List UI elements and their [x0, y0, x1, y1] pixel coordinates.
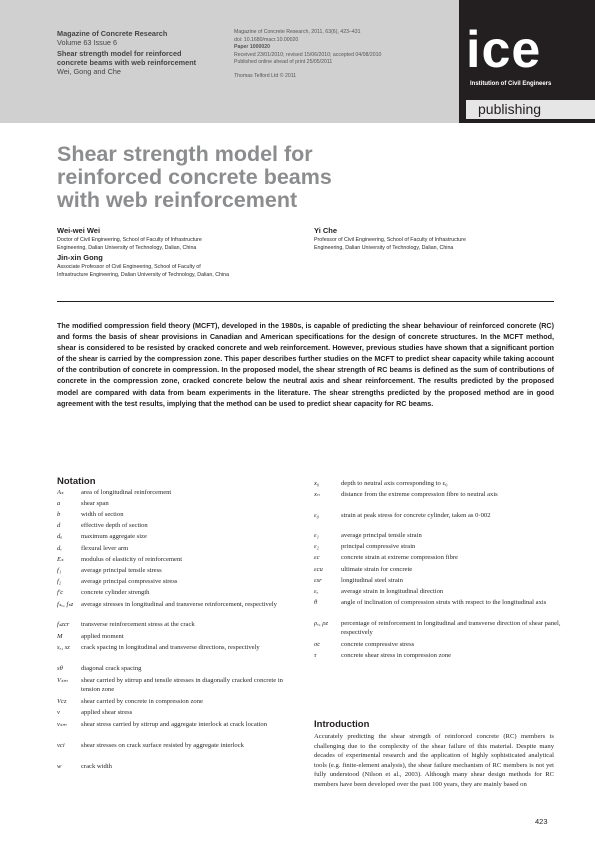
- affiliation-line: Engineering, Dalian University of Technology, Dalian, China: [57, 245, 197, 251]
- notation-definition: average principal compressive stress: [81, 578, 178, 585]
- journal-volume: Volume 63 Issue 6: [57, 38, 118, 47]
- notation-symbol: fₛzcr: [57, 621, 70, 628]
- abstract: The modified compression field theory (MCFT), developed in the 1980s, is capable of predicting the shear behaviour of reinforced concrete (RC) and forms the basis of shear provisions in Canadian and American specifications for the design of concrete structures. In the MCFT method, shear is considered to be resisted by cracked concrete and web reinforcement. However, previous studies have shown that a significant portion of the shear is carried by the compression zone. This paper describes further studies on the MCFT to predict shear capacity while taking account of the contribution of concrete in compression. In the proposed model, the shear strength of RC beams is defined as the sum of contributions of concrete in the compression zone, cracked concrete below the neutral axis and shear reinforcement. The results predicted by the proposed model are compared with data from beam experiments in the literature. The shear strengths predicted by the proposed method are in good agreement with the test results, implying that the method can be used to predict shear capacity for RC beams.: [57, 321, 554, 408]
- author-affiliation: [57, 236, 287, 252]
- journal-info: [57, 29, 196, 76]
- affiliation-line: Infrastructure Engineering, Dalian University of Technology, Dalian, China: [57, 272, 230, 278]
- running-authors: Wei, Gong and Che: [57, 67, 121, 76]
- logo-ice-text: ice: [466, 21, 542, 79]
- notation-definition: distance from the extreme compression fibre to neutral axis: [341, 491, 498, 498]
- notation-symbol: f₁: [57, 567, 62, 574]
- title-line: reinforced concrete beams: [57, 165, 332, 189]
- notation-list-right: [314, 479, 561, 719]
- notation-symbol: f′c: [57, 589, 64, 596]
- notation-definition: average stresses in longitudinal and transverse reinforcement, respectively: [81, 601, 277, 608]
- notation-definition: average strain in longitudinal direction: [341, 588, 444, 595]
- notation-symbol: dₐ: [57, 533, 63, 540]
- introduction-text: Accurately predicting the shear strength of reinforced concrete (RC) members is challenging due to the complexity of the shear failure of this material. Despite many decades of experimental research and the application of highly sophisticated analytical tools (e.g. finite-element analysis), the shear failure mechanism of RC members is not yet fully understood (Nilson et al., 2003). Although many shear design methods for RC members have been developed over the past 100 years, they are mainly based on: [314, 733, 554, 788]
- affiliation-line: Doctor of Civil Engineering, School of Faculty of Infrastructure: [57, 237, 202, 243]
- copyright: Thomas Telford Ltd © 2011: [234, 72, 297, 79]
- author-block: [57, 226, 287, 252]
- notation-symbol: θ: [314, 599, 318, 606]
- notation-definition: shear span: [81, 500, 109, 507]
- affiliation-line: Professor of Civil Engineering, School of Faculty of Infrastructure: [314, 237, 466, 243]
- notation-symbol: ε₁: [314, 532, 319, 539]
- notation-symbol: x₀: [314, 480, 320, 487]
- publication-details: [234, 29, 381, 81]
- notation-definition: concrete cylinder strength: [81, 589, 150, 596]
- notation-symbol: d: [57, 522, 61, 529]
- notation-definition: average principal tensile strain: [341, 532, 422, 539]
- notation-symbol: ε₀: [314, 512, 319, 519]
- logo-institution-text: Institution of Civil Engineers: [470, 81, 552, 87]
- author-name: Jin-xin Gong: [57, 253, 103, 262]
- notation-symbol: εcu: [314, 566, 323, 573]
- notation-heading: Notation: [57, 476, 96, 487]
- notation-symbol: f₂: [57, 578, 62, 585]
- citation: Magazine of Concrete Research, 2011, 63(6), 423–431: [234, 29, 361, 35]
- page-number: 423: [535, 817, 548, 826]
- paper-number: Paper 1000020: [234, 44, 271, 51]
- notation-definition: crack width: [81, 763, 112, 770]
- notation-definition: average principal tensile stress: [81, 567, 162, 574]
- notation-definition: transverse reinforcement stress at the crack: [81, 621, 195, 628]
- notation-definition: maximum aggregate size: [81, 533, 147, 540]
- notation-symbol: Aₛ: [57, 489, 64, 496]
- notation-definition: percentage of reinforcement in longitudinal and transverse direction of shear panel, respectively: [341, 620, 561, 637]
- notation-definition: strain at peak stress for concrete cylinder, taken as 0·002: [341, 512, 491, 519]
- notation-symbol: M: [57, 633, 63, 640]
- notation-symbol: w: [57, 763, 62, 770]
- notation-definition: applied shear stress: [81, 709, 133, 716]
- notation-definition: modulus of elasticity of reinforcement: [81, 556, 183, 563]
- notation-symbol: vₛₘ: [57, 721, 67, 728]
- notation-symbol: a: [57, 500, 61, 507]
- article-title: [57, 143, 437, 212]
- notation-definition: longitudinal steel strain: [341, 577, 403, 584]
- notation-definition: concrete compressive stress: [341, 641, 415, 648]
- notation-symbol: b: [57, 511, 61, 518]
- notation-definition: concrete strain at extreme compression fibre: [341, 554, 458, 561]
- notation-definition: depth to neutral axis corresponding to ε₀: [341, 480, 448, 487]
- notation-definition: width of section: [81, 511, 124, 518]
- notation-definition: applied moment: [81, 633, 124, 640]
- notation-symbol: fₛₓ, fₛz: [57, 601, 74, 608]
- notation-symbol: xₙ: [314, 491, 320, 498]
- notation-definition: flexural lever arm: [81, 545, 129, 552]
- notation-symbol: τ: [314, 652, 317, 659]
- notation-symbol: εsr: [314, 577, 322, 584]
- history-dates: Received 23/01/2010; revised 15/06/2010; accepted 04/08/2010: [234, 51, 382, 58]
- notation-symbol: σc: [314, 641, 321, 648]
- notation-definition: concrete shear stress in compression zone: [341, 652, 452, 659]
- notation-definition: shear stress carried by stirrup and aggregate interlock at crack location: [81, 721, 268, 728]
- notation-list-left: [57, 488, 297, 818]
- notation-definition: angle of inclination of compression struts with respect to the longitudinal axis: [341, 599, 547, 606]
- author-affiliation: [314, 236, 544, 252]
- author-affiliation: [57, 263, 287, 279]
- notation-definition: shear carried by stirrup and tensile stresses in diagonally cracked concrete in tension zone: [81, 677, 283, 694]
- notation-definition: ultimate strain for concrete: [341, 566, 413, 573]
- notation-definition: effective depth of section: [81, 522, 148, 529]
- notation-symbol: ε₂: [314, 543, 319, 550]
- running-title-line-2: concrete beams with web reinforcement: [57, 58, 197, 67]
- notation-definition: crack spacing in longitudinal and transverse directions, respectively: [81, 644, 260, 651]
- notation-definition: shear stresses on crack surface resisted by aggregate interlock: [81, 742, 244, 749]
- notation-definition: shear carried by concrete in compression zone: [81, 698, 203, 705]
- divider-rule: [57, 301, 554, 302]
- notation-symbol: sθ: [57, 665, 63, 672]
- notation-definition: area of longitudinal reinforcement: [81, 489, 172, 496]
- notation-symbol: εₓ: [314, 588, 319, 595]
- introduction-heading: Introduction: [314, 719, 370, 730]
- affiliation-line: Associate Professor of Civil Engineering, School of Faculty of: [57, 264, 201, 270]
- author-block: [314, 226, 544, 252]
- notation-symbol: Eₛ: [57, 556, 64, 563]
- title-line: with web reinforcement: [57, 188, 298, 212]
- notation-symbol: v: [57, 709, 60, 716]
- notation-definition: principal compressive strain: [341, 543, 416, 550]
- notation-symbol: Vcz: [57, 698, 67, 705]
- published-online: Published online ahead of print 25/05/2011: [234, 59, 333, 66]
- logo-publishing-text: publishing: [478, 101, 542, 117]
- title-line: Shear strength model for: [57, 142, 313, 166]
- notation-symbol: sₓ, sz: [57, 644, 70, 651]
- journal-name: Magazine of Concrete Research: [57, 29, 168, 38]
- notation-definition: diagonal crack spacing: [81, 665, 142, 672]
- author-block: [57, 253, 287, 279]
- notation-symbol: dᵥ: [57, 545, 63, 552]
- doi: doi: 10.1680/macr.10.00020: [234, 36, 299, 43]
- running-title-line-1: Shear strength model for reinforced: [57, 49, 182, 58]
- author-name: Wei-wei Wei: [57, 226, 101, 235]
- notation-symbol: ρₓ, ρz: [314, 620, 329, 627]
- notation-symbol: Vₛₘ: [57, 677, 68, 684]
- affiliation-line: Engineering, Dalian University of Technology, Dalian, China: [314, 245, 454, 251]
- notation-symbol: vci: [57, 742, 65, 749]
- author-name: Yi Che: [314, 226, 338, 235]
- notation-symbol: εc: [314, 554, 320, 561]
